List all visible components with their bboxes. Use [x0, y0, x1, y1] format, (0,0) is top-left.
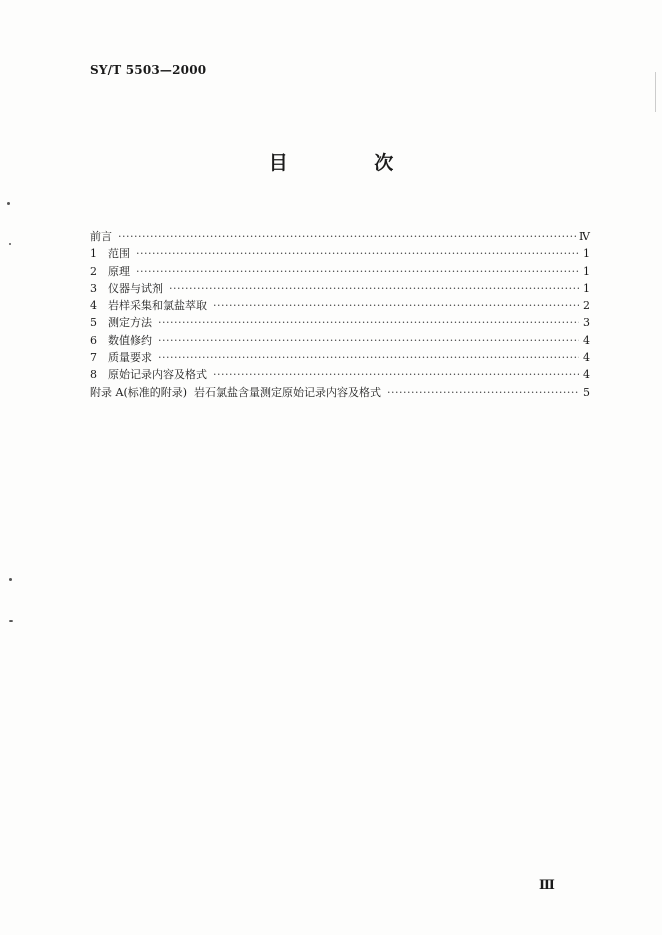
page-number: Ⅲ [539, 878, 555, 893]
toc-entry-4[interactable] [90, 297, 590, 314]
scan-speck [9, 578, 12, 581]
toc-leader-dots [213, 297, 579, 314]
toc-entry-appendix-a[interactable] [90, 384, 590, 401]
toc-entry-page: 2 [583, 299, 590, 313]
toc-entry-text: 附录 A(标准的附录) 岩石氯盐含量测定原始记录内容及格式 [90, 385, 382, 399]
toc-entry-text: 质量要求 [108, 351, 152, 365]
toc-leader-dots [169, 280, 579, 297]
toc-entry-3[interactable] [90, 280, 590, 297]
toc-leader-dots [158, 314, 579, 331]
standard-code: SY/T 5503—2000 [90, 63, 207, 77]
toc-entry-number: 5 [90, 316, 97, 330]
toc-entry-page: 1 [583, 264, 590, 278]
toc-entry-8[interactable] [90, 366, 590, 383]
toc-entry-text: 岩样采集和氯盐萃取 [108, 299, 207, 313]
toc-entry-page: 3 [583, 316, 590, 330]
toc-entry-text: 原始记录内容及格式 [108, 368, 207, 382]
toc-entry-page: 4 [583, 368, 590, 382]
toc-entry-text: 数值修约 [108, 333, 152, 347]
scan-speck [9, 243, 11, 245]
table-of-contents [90, 228, 590, 401]
toc-entry-text: 仪器与试剂 [108, 281, 163, 295]
toc-entry-page: 4 [583, 333, 590, 347]
scan-speck [9, 620, 13, 622]
toc-entry-page: Ⅳ [579, 230, 590, 243]
toc-entry-7[interactable] [90, 349, 590, 366]
toc-entry-number: 2 [90, 264, 97, 278]
toc-entry-foreword[interactable] [90, 228, 590, 245]
toc-leader-dots [158, 349, 579, 366]
scan-edge-line [655, 72, 656, 112]
toc-leader-dots [387, 384, 579, 401]
toc-leader-dots [158, 332, 579, 349]
toc-entry-number: 4 [90, 299, 97, 313]
toc-entry-text: 前言 [90, 230, 112, 243]
toc-entry-number: 3 [90, 281, 97, 295]
toc-entry-number: 7 [90, 351, 97, 365]
page-title: 目 次 [268, 152, 434, 174]
toc-entry-1[interactable] [90, 245, 590, 262]
toc-entry-number: 1 [90, 247, 97, 261]
toc-entry-text: 测定方法 [108, 316, 152, 330]
toc-entry-text: 原理 [108, 264, 130, 278]
toc-leader-dots [136, 263, 579, 280]
toc-entry-2[interactable] [90, 263, 590, 280]
toc-entry-number: 8 [90, 368, 97, 382]
toc-entry-text: 范围 [108, 247, 130, 261]
toc-entry-page: 4 [583, 351, 590, 365]
toc-leader-dots [118, 228, 576, 245]
scan-speck [7, 202, 10, 205]
toc-entry-page: 5 [583, 385, 590, 399]
toc-entry-page: 1 [583, 281, 590, 295]
toc-entry-number: 6 [90, 333, 97, 347]
toc-entry-6[interactable] [90, 332, 590, 349]
toc-entry-5[interactable] [90, 314, 590, 331]
toc-leader-dots [136, 245, 579, 262]
toc-entry-page: 1 [583, 247, 590, 261]
toc-leader-dots [213, 366, 579, 383]
